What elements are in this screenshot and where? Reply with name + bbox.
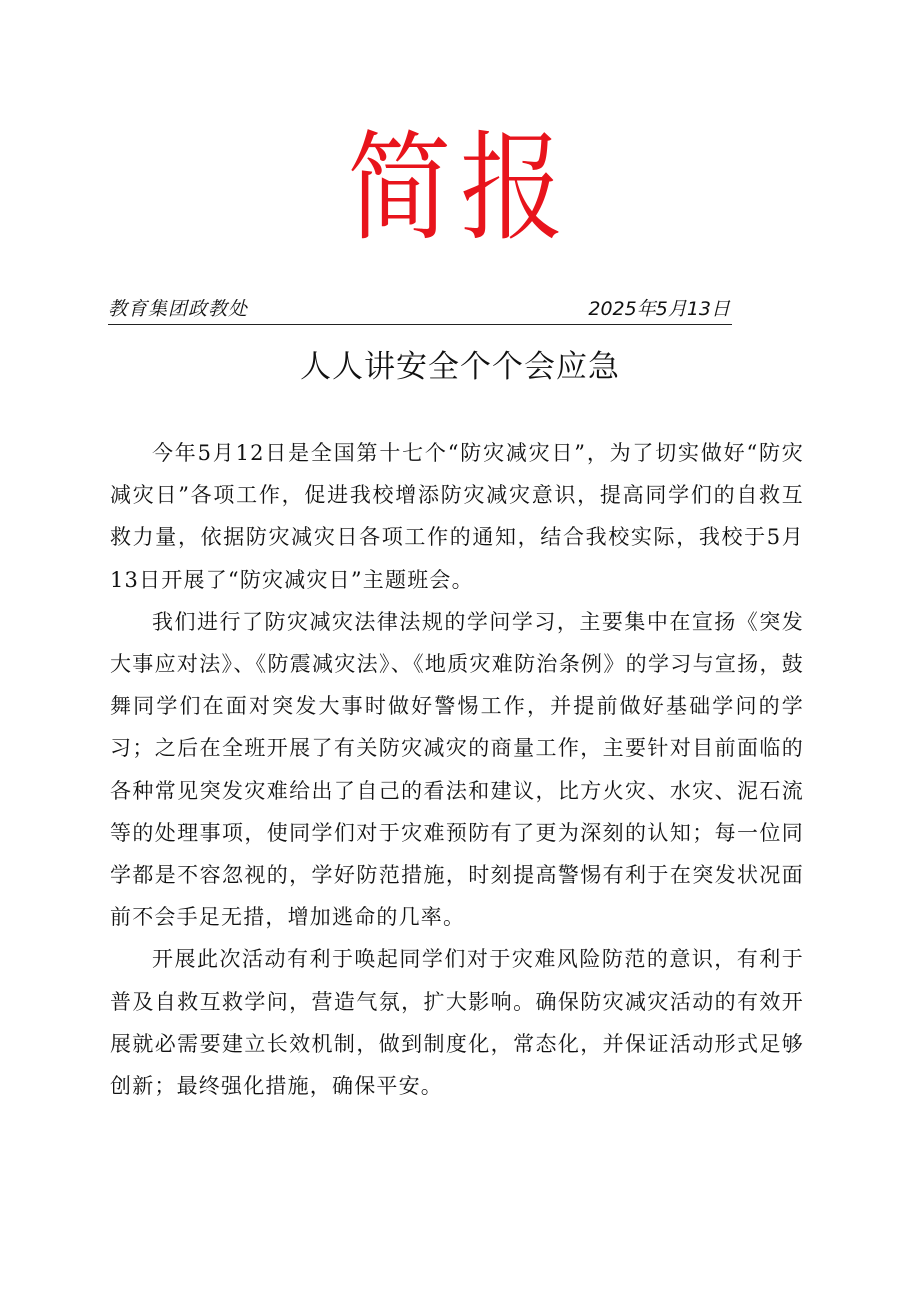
masthead-title: 简报 bbox=[347, 119, 573, 257]
paragraph-1: 今年5月12日是全国第十七个“防灾减灾日”，为了切实做好“防灾减灾日”各项工作，促进我校增添防灾减灾意识，提高同学们的自救互救力量，依据防灾减灾日各项工作的通知，结合我校实际，我校于5月13日开展了“防灾减灾日”主题班会。 bbox=[110, 441, 804, 592]
paragraph-2: 我们进行了防灾减灾法律法规的学问学习，主要集中在宣扬《突发大事应对法》、《防震减灾法》、《地质灾难防治条例》的学习与宣扬，鼓舞同学们在面对突发大事时做好警惕工作，并提前做好基础学问的学习；之后在全班开展了有关防灾减灾的商量工作，主要针对目前面临的各种常见突发灾难给出了自己的看法和建议，比方火灾、水灾、泥石流等的处理事项，使同学们对于灾难预防有了更为深刻的认知；每一位同学都是不容忽视的，学好防范措施，时刻提高警惕有利于在突发状况面前不会手足无措，增加逃命的几率。 bbox=[110, 609, 804, 930]
article-body bbox=[110, 432, 804, 1107]
issue-date: 2025年5月13日 bbox=[588, 298, 730, 320]
issue-info-row bbox=[108, 294, 732, 325]
issuer-name: 教育集团政教处 bbox=[108, 298, 249, 320]
article-title: 人人讲安全个个会应急 bbox=[300, 349, 620, 385]
paragraph-3: 开展此次活动有利于唤起同学们对于灾难风险防范的意识，有利于普及自救互救学问，营造气氛，扩大影响。确保防灾减灾活动的有效开展就必需要建立长效机制，做到制度化，常态化，并保证活动形式足够创新；最终强化措施，确保平安。 bbox=[110, 947, 804, 1099]
